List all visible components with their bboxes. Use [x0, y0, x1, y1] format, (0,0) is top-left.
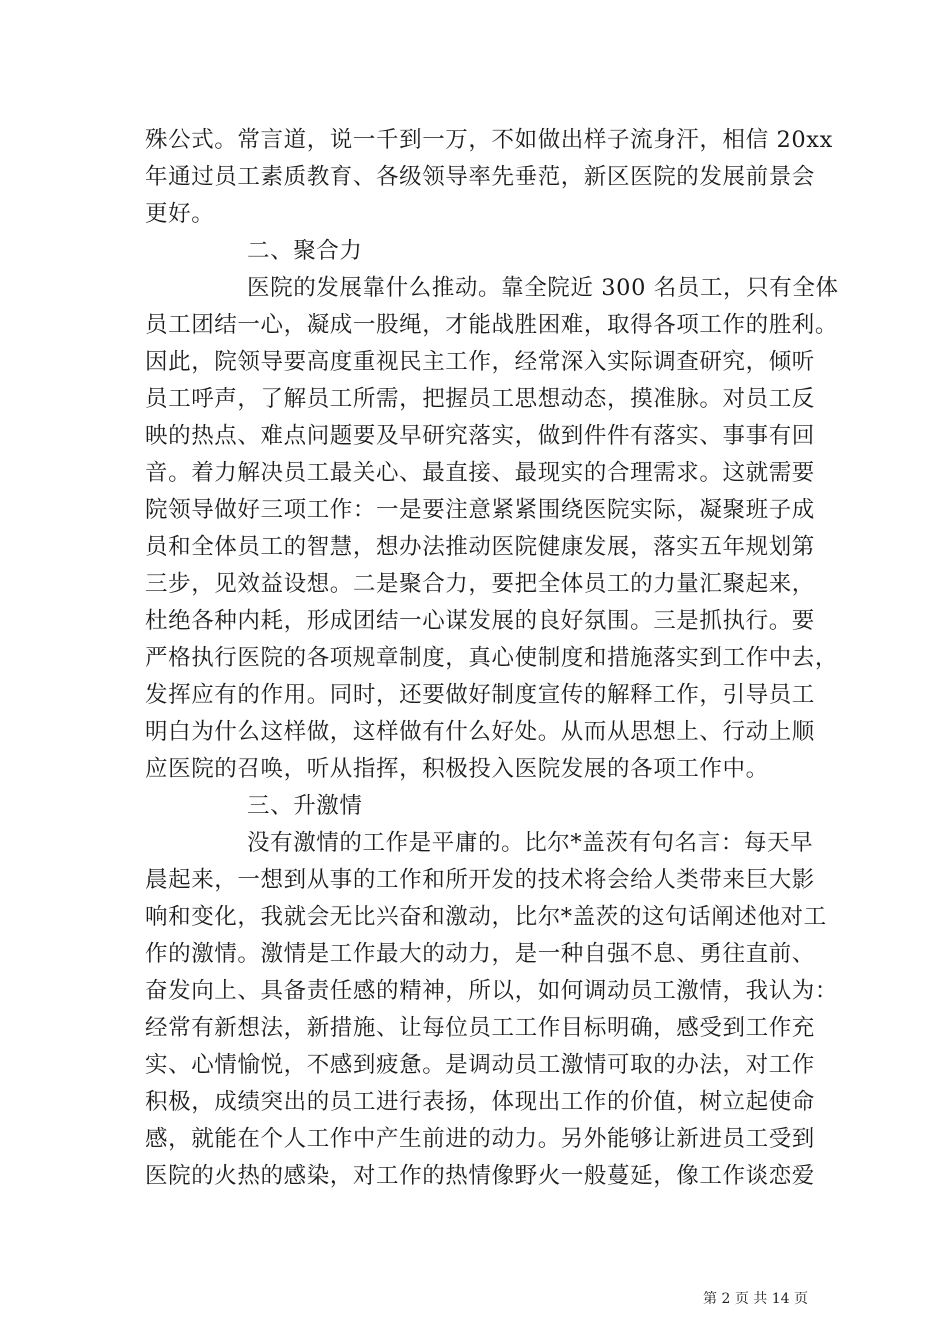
body-text-line: 音。着力解决员工最关心、最直接、最现实的合理需求。这就需要 — [145, 460, 815, 486]
body-text-line: 员工呼声，了解员工所需，把握员工思想动态，摸准脉。对员工反 — [145, 386, 815, 412]
body-text-line: 严格执行医院的各项规章制度，真心使制度和措施落实到工作中去， — [145, 645, 839, 671]
body-text-line: 作的激情。激情是工作最大的动力，是一种自强不息、勇往直前、 — [145, 941, 815, 967]
body-text-line: 发挥应有的作用。同时，还要做好制度宣传的解释工作，引导员工 — [145, 682, 815, 708]
body-text-line: 感，就能在个人工作中产生前进的动力。另外能够让新进员工受到 — [145, 1126, 815, 1152]
body-text-line: 映的热点、难点问题要及早研究落实，做到件件有落实、事事有回 — [145, 423, 815, 449]
body-text-line: 员工团结一心，凝成一股绳，才能战胜困难，取得各项工作的胜利。 — [145, 312, 839, 338]
body-text-line: 晨起来，一想到从事的工作和所开发的技术将会给人类带来巨大影 — [145, 867, 815, 893]
body-text-line: 没有激情的工作是平庸的。比尔*盖茨有句名言：每天早 — [247, 830, 814, 856]
body-text-line: 杜绝各种内耗，形成团结一心谋发展的良好氛围。三是抓执行。要 — [145, 608, 815, 634]
body-text-line: 医院的发展靠什么推动。靠全院近 300 名员工，只有全体 — [247, 275, 839, 301]
body-text-line: 实、心情愉悦，不感到疲惫。是调动员工激情可取的办法，对工作 — [145, 1052, 815, 1078]
section-heading: 二、聚合力 — [247, 238, 363, 264]
body-text-line: 三步，见效益设想。二是聚合力，要把全体员工的力量汇聚起来， — [145, 571, 815, 597]
section-heading: 三、升激情 — [247, 793, 363, 819]
body-text-line: 应医院的召唤，听从指挥，积极投入医院发展的各项工作中。 — [145, 756, 769, 782]
body-text-line: 奋发向上、具备责任感的精神，所以，如何调动员工激情，我认为： — [145, 978, 839, 1004]
page-number-footer: 第 2 页 共 14 页 — [703, 1291, 808, 1307]
body-text-line: 殊公式。常言道，说一千到一万，不如做出样子流身汗，相信 20xx — [145, 127, 833, 153]
body-text-line: 医院的火热的感染，对工作的热情像野火一般蔓延，像工作谈恋爱 — [145, 1163, 815, 1189]
body-text-line: 更好。 — [145, 201, 215, 227]
body-text-line: 积极，成绩突出的员工进行表扬，体现出工作的价值，树立起使命 — [145, 1089, 815, 1115]
body-text-line: 员和全体员工的智慧，想办法推动医院健康发展，落实五年规划第 — [145, 534, 815, 560]
body-text-line: 经常有新想法，新措施、让每位员工工作目标明确，感受到工作充 — [145, 1015, 815, 1041]
body-text-line: 年通过员工素质教育、各级领导率先垂范，新区医院的发展前景会 — [145, 164, 815, 190]
body-text-line: 院领导做好三项工作：一是要注意紧紧围绕医院实际，凝聚班子成 — [145, 497, 815, 523]
body-text-line: 明白为什么这样做，这样做有什么好处。从而从思想上、行动上顺 — [145, 719, 815, 745]
body-text-line: 响和变化，我就会无比兴奋和激动，比尔*盖茨的这句话阐述他对工 — [145, 904, 827, 930]
body-text-line: 因此，院领导要高度重视民主工作，经常深入实际调查研究，倾听 — [145, 349, 815, 375]
